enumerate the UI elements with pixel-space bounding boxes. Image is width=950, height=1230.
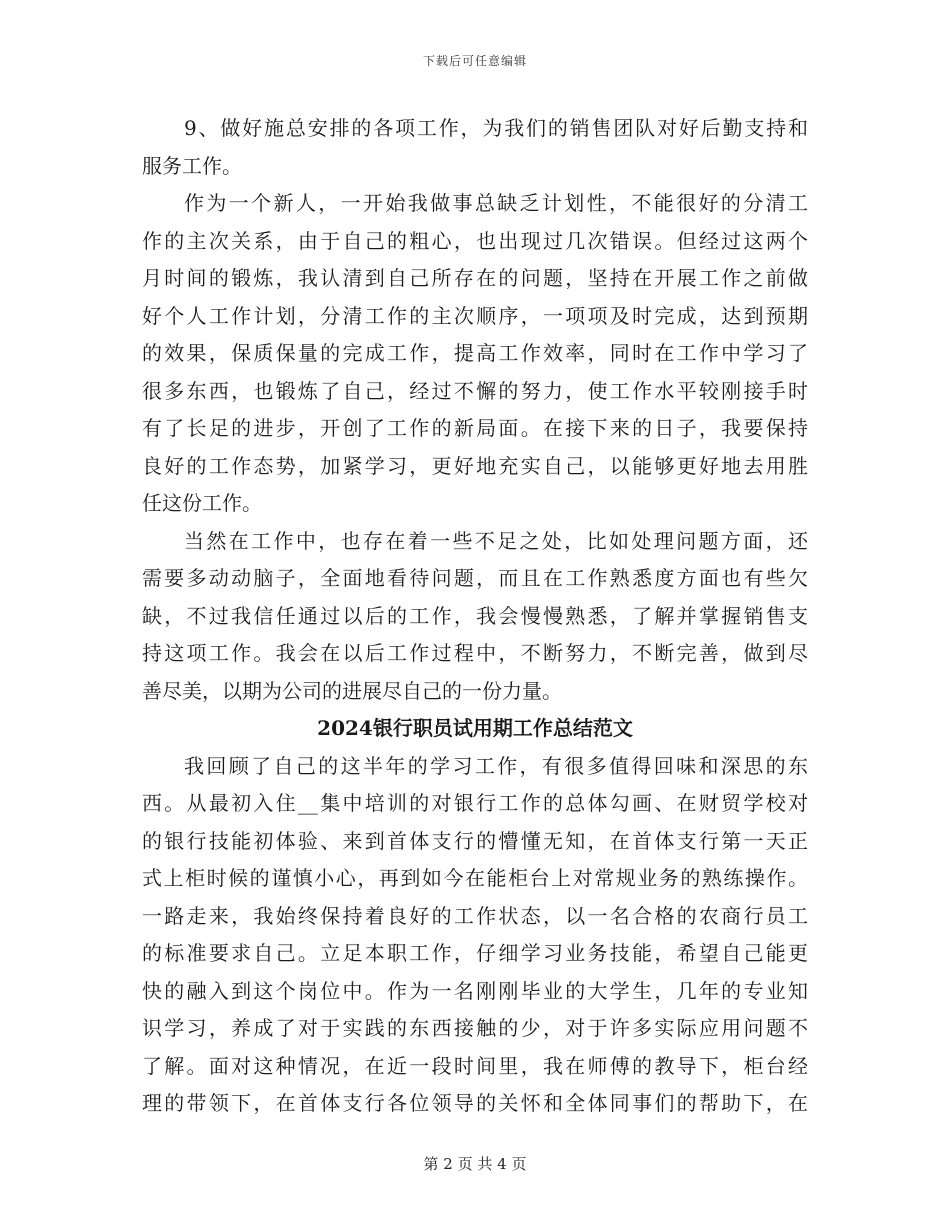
- paragraph-line: 作为一个新人，一开始我做事总缺乏计划性，不能很好的分清工: [184, 191, 808, 215]
- paragraph-line: 了解。面对这种情况，在近一段时间里，我在师傅的教导下，柜台经: [142, 1053, 808, 1078]
- paragraph-line: 很多东西，也锻炼了自己，经过不懈的努力，使工作水平较刚接手时: [142, 378, 808, 403]
- paragraph-line: 月时间的锻炼，我认清到自己所存在的问题，坚持在开展工作之前做: [142, 266, 808, 290]
- paragraph-line: 一路走来，我始终保持着良好的工作状态，以一名合格的农商行员工: [142, 903, 808, 928]
- paragraph-line: 识学习，养成了对于实践的东西接触的少，对于许多实际应用问题不: [142, 1016, 808, 1040]
- page-number-footer: 第 2 页 共 4 页: [423, 1155, 527, 1173]
- paragraph-line: 理的带领下，在首体支行各位领导的关怀和全体同事们的帮助下，在: [142, 1091, 808, 1115]
- paragraph-line: 服务工作。: [142, 153, 242, 178]
- page-header: 下载后可任意编辑: [422, 54, 527, 68]
- document-body: [142, 110, 808, 1123]
- paragraph-line: 作的主次关系，由于自己的粗心，也出现过几次错误。但经过这两个: [142, 228, 808, 253]
- section-heading: 2024银行职员试用期工作总结范文: [317, 716, 633, 740]
- paragraph-line: 快的融入到这个岗位中。作为一名刚刚毕业的大学生，几年的专业知: [142, 978, 808, 1003]
- paragraph-line: 持这项工作。我会在以后工作过程中，不断努力，不断完善，做到尽: [142, 641, 808, 665]
- paragraph-line: 有了长足的进步，开创了工作的新局面。在接下来的日子，我要保持: [142, 416, 808, 440]
- paragraph-line: 的标准要求自己。立足本职工作，仔细学习业务技能，希望自己能更: [142, 941, 808, 965]
- paragraph-line: 善尽美，以期为公司的进展尽自己的一份力量。: [142, 678, 562, 703]
- paragraph-line: 9、做好施总安排的各项工作，为我们的销售团队对好后勤支持和: [184, 116, 808, 140]
- paragraph-line: 的银行技能初体验、来到首体支行的懵懂无知，在首体支行第一天正: [142, 828, 808, 853]
- paragraph-line: 式上柜时候的谨慎小心，再到如今在能柜台上对常规业务的熟练操作。: [142, 866, 808, 890]
- paragraph-line: 我回顾了自己的这半年的学习工作，有很多值得回味和深思的东: [184, 753, 808, 778]
- paragraph-line: 缺，不过我信任通过以后的工作，我会慢慢熟悉，了解并掌握销售支: [142, 603, 808, 628]
- paragraph-line: 需要多动动脑子，全面地看待问题，而且在工作熟悉度方面也有些欠: [142, 566, 808, 590]
- paragraph-line: 当然在工作中，也存在着一些不足之处，比如处理问题方面，还: [184, 528, 808, 553]
- paragraph-line: 好个人工作计划，分清工作的主次顺序，一项项及时完成，达到预期: [142, 303, 808, 328]
- paragraph-line: 西。从最初入住__集中培训的对银行工作的总体勾画、在财贸学校对: [142, 791, 808, 815]
- paragraph-line: 任这份工作。: [142, 491, 262, 515]
- paragraph-line: 良好的工作态势，加紧学习，更好地充实自己，以能够更好地去用胜: [142, 453, 808, 478]
- paragraph-line: 的效果，保质保量的完成工作，提高工作效率，同时在工作中学习了: [142, 341, 808, 365]
